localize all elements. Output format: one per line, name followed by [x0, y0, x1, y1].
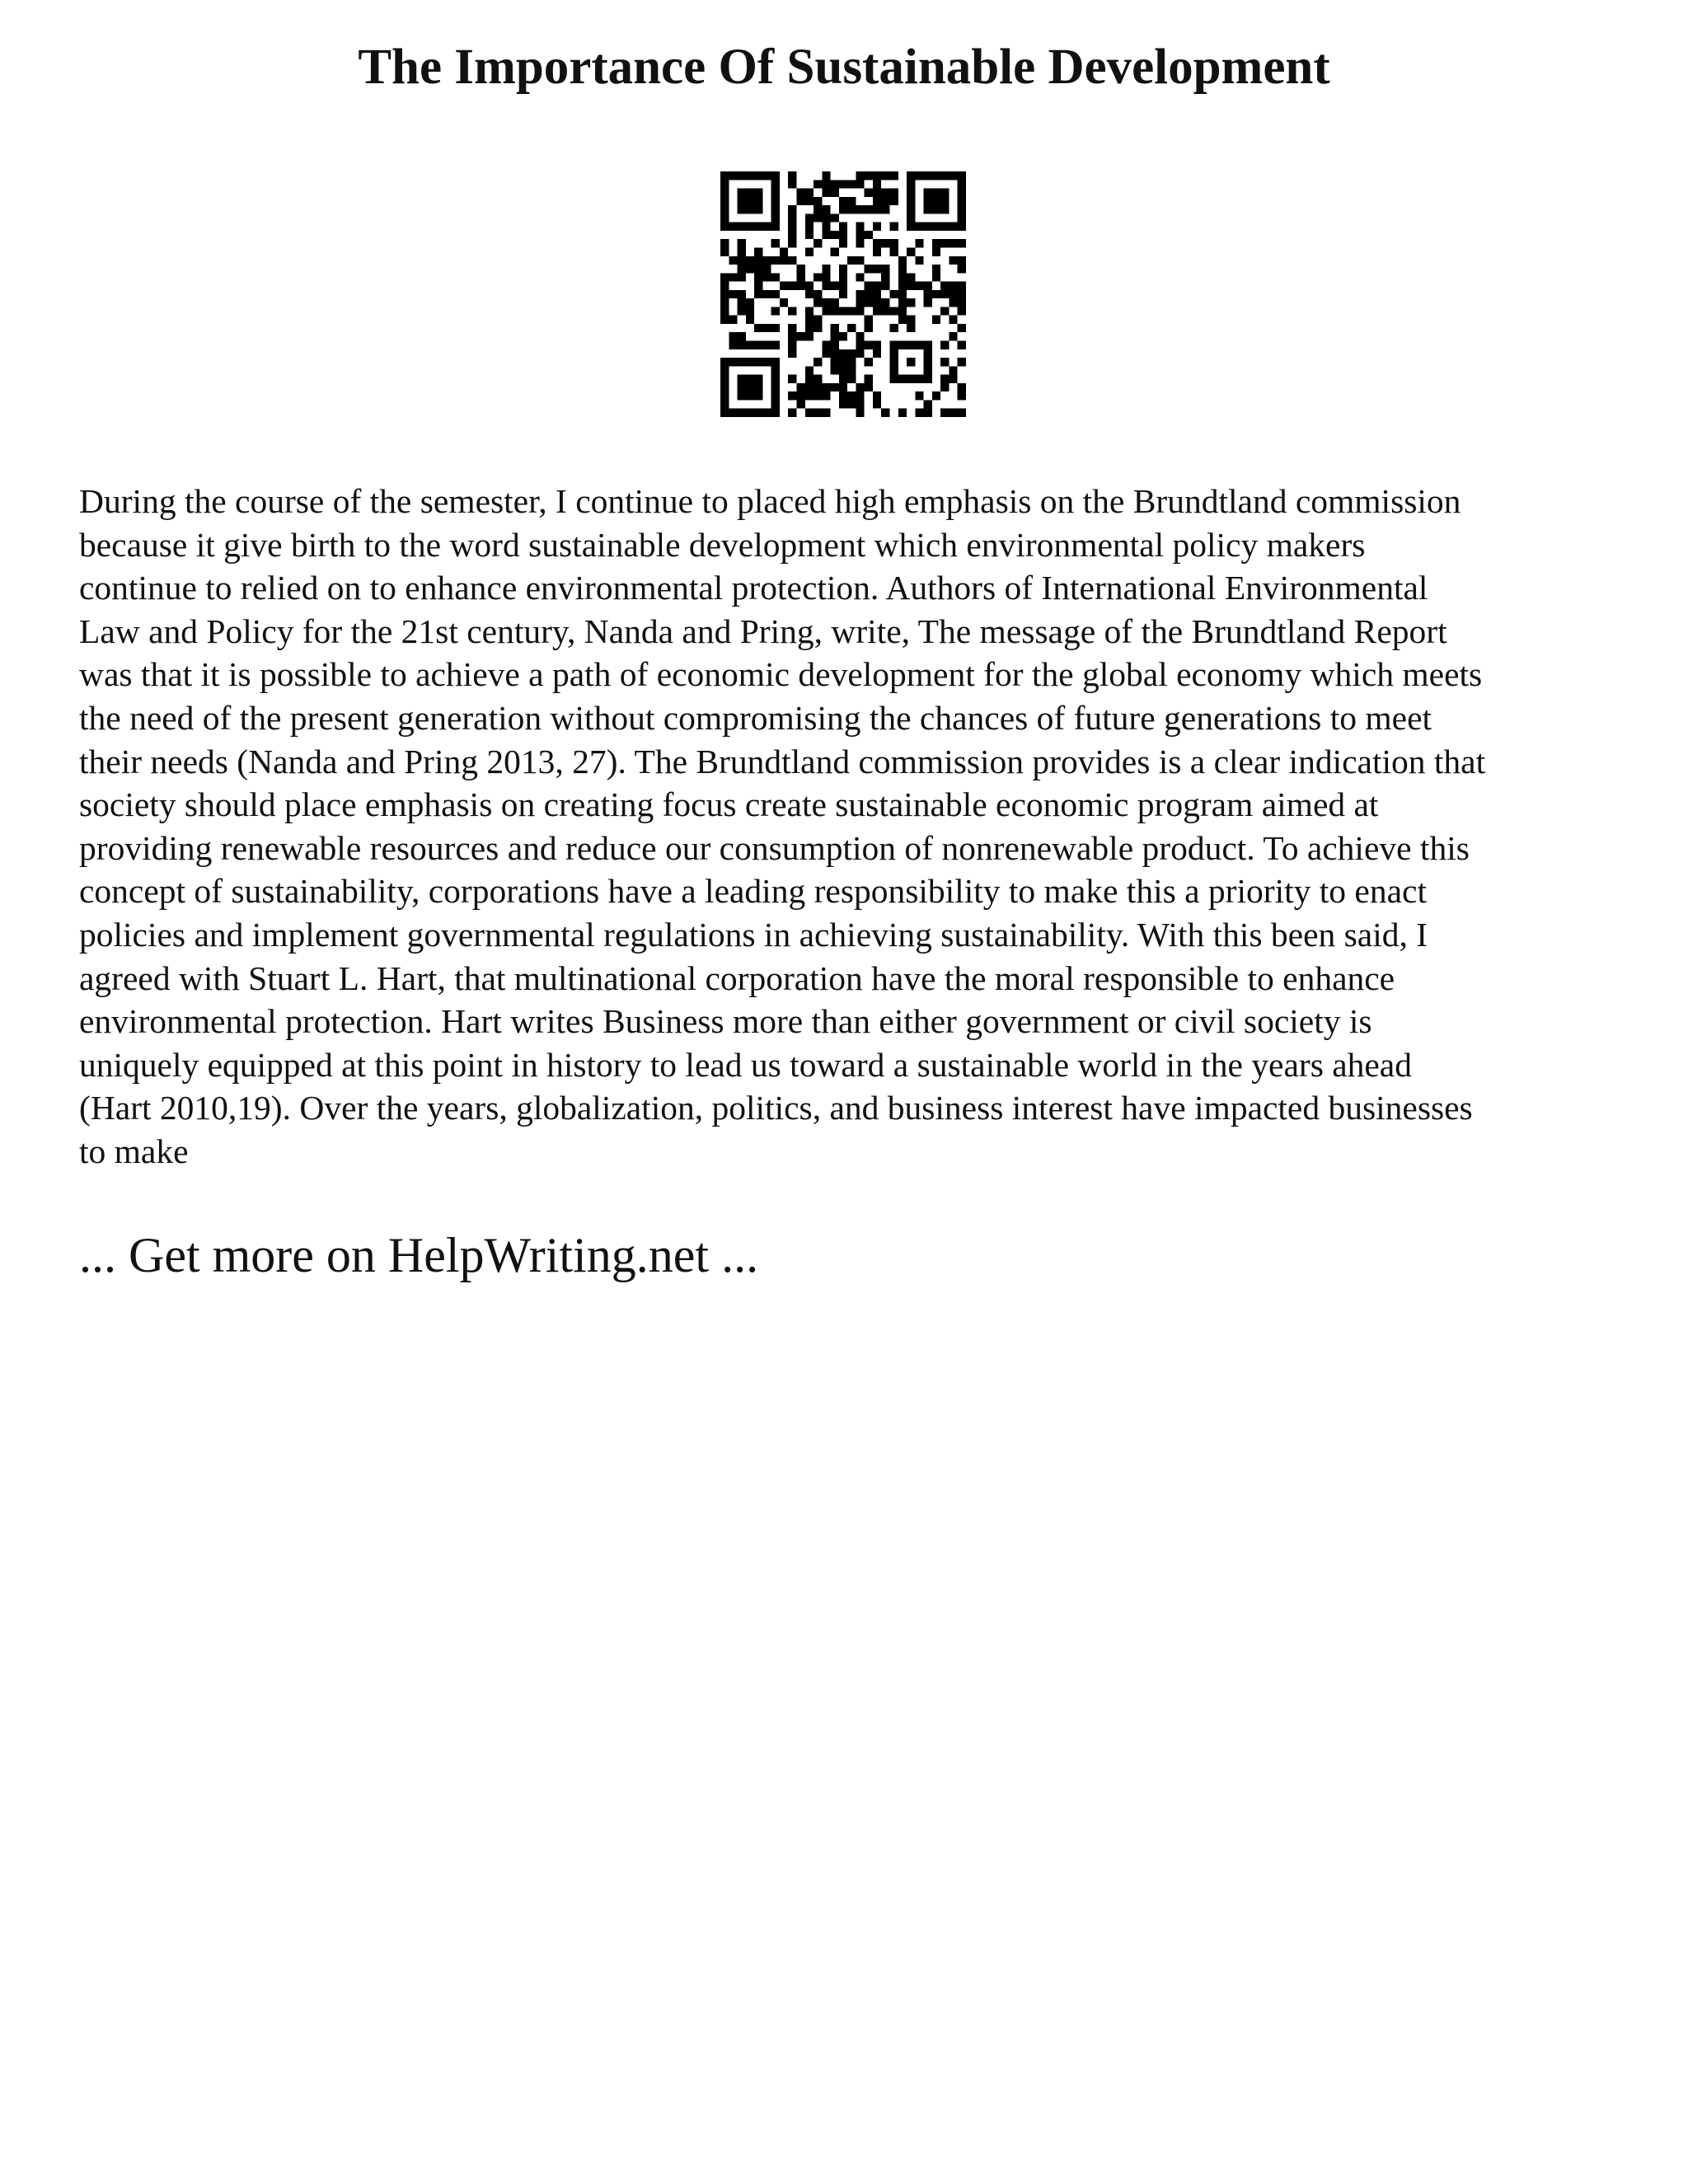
body-paragraph [79, 480, 1620, 1174]
body-line: concept of sustainability, corporations have a leading responsibility to make this a priority to enact [79, 872, 1427, 911]
helpwriting-link[interactable]: ... Get more on HelpWriting.net ... [79, 1228, 759, 1282]
body-line: agreed with Stuart L. Hart, that multinational corporation have the moral responsible to enhance [79, 958, 1395, 997]
body-line: environmental protection. Hart writes Business more than either government or civil society is [79, 1002, 1372, 1041]
body-line: uniquely equipped at this point in history to lead us toward a sustainable world in the years ahead [79, 1045, 1412, 1084]
body-line: the need of the present generation without compromising the chances of future generations to meet [79, 698, 1432, 737]
body-line: their needs (Nanda and Pring 2013, 27). The Brundtland commission provides is a clear indication that [79, 742, 1486, 780]
body-line: was that it is possible to achieve a path of economic development for the global economy which meets [79, 655, 1483, 694]
body-line: to make [79, 1132, 189, 1170]
body-line: because it give birth to the word sustainable development which environmental policy makers [79, 525, 1366, 564]
body-line: During the course of the semester, I continue to placed high emphasis on the Brundtland commission [79, 482, 1461, 520]
body-line: policies and implement governmental regulations in achieving sustainability. With this been said, I [79, 915, 1428, 954]
body-line: Law and Policy for the 21st century, Nanda and Pring, write, The message of the Brundtland Report [79, 612, 1447, 650]
document-title: The Importance Of Sustainable Development [358, 40, 1330, 95]
qr-code-icon [720, 171, 966, 417]
body-line: providing renewable resources and reduce our consumption of nonrenewable product. To achieve this [79, 828, 1470, 867]
body-line: (Hart 2010,19). Over the years, globalization, politics, and business interest have impacted businesses [79, 1089, 1473, 1127]
body-line: continue to relied on to enhance environmental protection. Authors of International Environmental [79, 569, 1428, 607]
body-line: society should place emphasis on creating focus create sustainable economic program aimed at [79, 785, 1379, 824]
